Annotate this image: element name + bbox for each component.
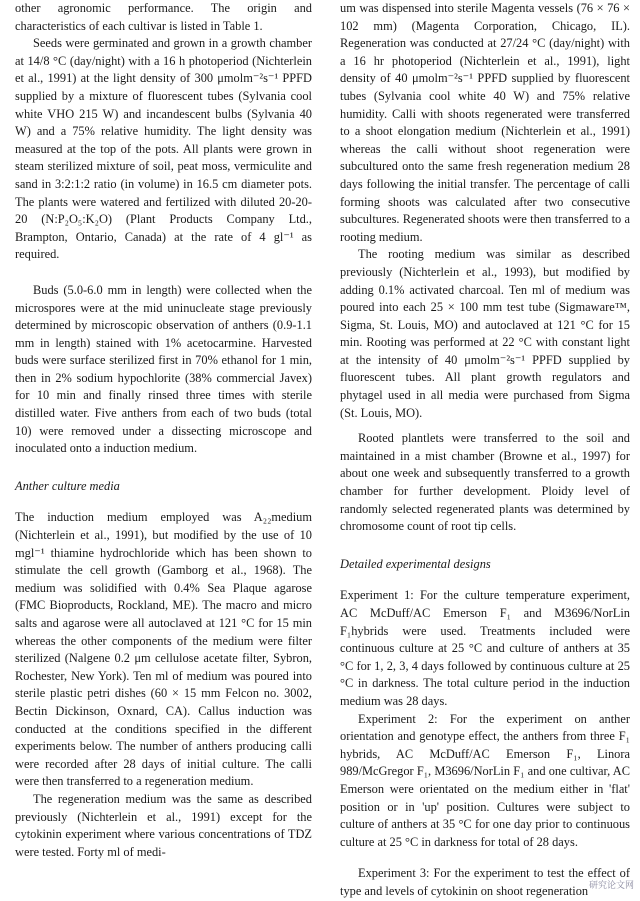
paragraph: The regeneration medium was the same as described previously (Nichterlein et al., 1991) except for the cytokinin experiment where various concentrations of TDZ were tested. Forty ml of medi- <box>15 791 312 859</box>
paragraph: other agronomic performance. The origin and characteristics of each cultivar is listed in Table 1. <box>15 1 312 33</box>
paragraph: Experiment 1: For the culture temperature experiment, AC McDuff/AC Emerson F₁ and M3696/NorLin F₁hybrids were used. Treatments included were continuous culture at 25 °C and culture of anthers at 35 °C for 1, 2, 3, 4 days followed by continuous culture at 25 °C in darkness. The total culture period in the induction medium was 28 days. <box>340 588 630 708</box>
paragraph: Seeds were germinated and grown in a growth chamber at 14/8 °C (day/night) with a 16 h photoperiod (Nichterlein et al., 1991) at the light density of 300 μmolm⁻²s⁻¹ PPFD supplied by a mixture of fluorescent tubes (Sylvania cool white VHO 215 W) and incandescent bulbs (Sylvania 40 W) and a 75% relative humidity. The light density was measured at the top of the pots. All plants were grown in steam sterilized mixture of soil, peat moss, vermiculite and sand in 3:2:1:2 ratio (in volume) in 16.5 cm diameter pots. The plants were watered and fertilized with diluted 20-20-20 (N:P₂O₅:K₂O) (Plant Products Company Ltd., Brampton, Ontario, Canada) at the rate of 4 gl⁻¹ as required. <box>15 36 312 262</box>
right-column <box>340 0 630 901</box>
paragraph: Experiment 3: For the experiment to test the effect of type and levels of cytokinin on shoot regeneration <box>340 866 630 898</box>
paragraph: Experiment 2: For the experiment on anther orientation and genotype effect, the anthers from three F₁ hybrids, AC McDuff/AC Emerson F₁, Linora 989/McGregor F₁, M3696/NorLin F₁ and one cultivar, AC Emerson were orientated on the medium either in 'flat' position or in 'up' position. Cultures were subject to culture of anthers at 35 °C for one day prior to continuous culture at 25 °C in darkness for total of 28 days. <box>340 711 630 849</box>
section-heading: Detailed experimental designs <box>340 556 491 571</box>
paragraph: Buds (5.0-6.0 mm in length) were collected when the microspores were at the mid uninucleate stage previously determined by microscopic observation of anthers (0.9-1.1 mm in length) stained with 1% acetocarmine. Harvested buds were surface sterilized first in 70% ethanol for 1 min, then in 2% sodium hypochlorite (38% commercial Javex) for 10 min and finally rinsed three times with sterile distilled water. Five anthers from each of two buds (total 10) were removed under a dissecting microscope and inoculated onto a induction medium. <box>15 282 312 456</box>
paragraph: The rooting medium was similar as described previously (Nichterlein et al., 1993), but modified by adding 0.1% activated charcoal. Ten ml of medium was poured into each 25 × 100 mm test tube (Sigmaware™, Sigma, St. Louis, MO) and autoclaved at 121 °C for 15 min. Rooting was performed at 22 °C with constant light at the intensity of 40 μmolm⁻²s⁻¹ PPFD supplied by fluorescent tubes. All plant growth regulators and phytagel used in all media were purchased from Sigma (St. Louis, MO). <box>340 247 630 420</box>
watermark: 研究论文网 <box>588 881 634 892</box>
paragraph: Rooted plantlets were transferred to the soil and maintained in a mist chamber (Browne et al., 1997) for about one week and subsequently transferred to a growth chamber for further development. Ploidy level of randomly selected regenerated plants was determined by chromosome count of root tip cells. <box>340 431 630 534</box>
left-column <box>15 0 312 861</box>
paragraph: The induction medium employed was A₂₂medium (Nichterlein et al., 1991), but modified by the use of 10 mgl⁻¹ thiamine hydrochloride which has been shown to stimulate the cell growth (Gamborg et al., 1968). The medium was solidified with 0.4% Sea Plaque agarose (FMC Bioproducts, Rockland, ME). The macro and micro salts and agarose were all autoclaved at 121 °C for 15 min whereas the other components of the medium were filter sterilized (Nalgene 0.2 μm cellulose acetate filter, Sybron, Rochester, New York). Ten ml of medium was poured into sterile plastic petri dishes (60 × 15 mm Felcon no. 3002, Bectin Dickinson, Oxnard, CA). Callus induction was conducted at the conditions specified in the different experiments below. The number of anthers producing calli were recorded after 28 days of initial culture. The calli were then transferred to a regeneration medium. <box>15 510 312 789</box>
section-heading: Anther culture media <box>15 478 120 493</box>
paragraph: um was dispensed into sterile Magenta vessels (76 × 76 × 102 mm) (Magenta Corporation, Chicago, IL). Regeneration was conducted at 27/24 °C (day/night) with a 16 hr photoperiod (Nichterlein et al., 1991), light density of 40 μmolm⁻²s⁻¹ PPFD supplied by fluorescent tubes (Sylvania cool white 40 W) and 75% relative humidity. Calli with shoots regenerated were transferred to a shoot elongation medium (Nichterlein et al., 1991) whereas the calli without shoot regeneration were subcultured onto the same fresh regeneration medium 28 days following the initial transfer. The percentage of calli forming shoots was calculated after two consecutive subcultures. Regenerated shoots were then transferred to a rooting medium. <box>340 1 630 244</box>
